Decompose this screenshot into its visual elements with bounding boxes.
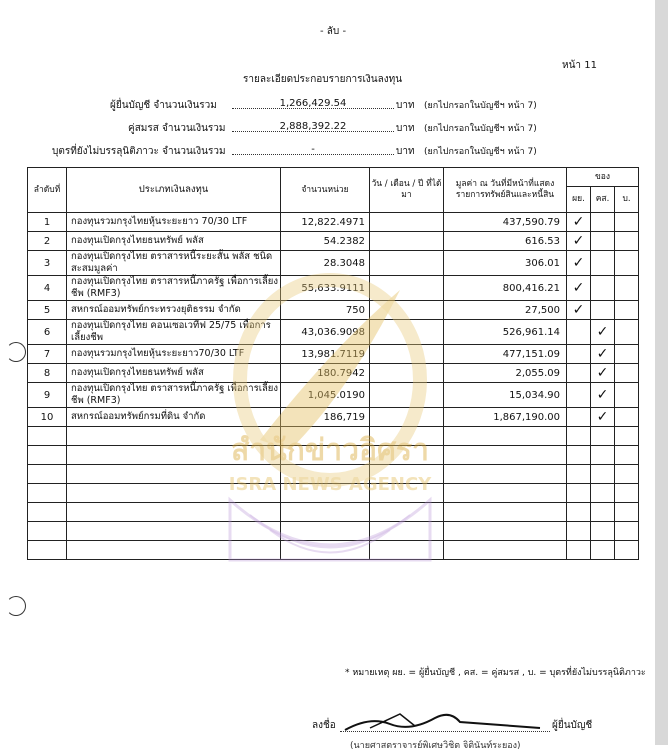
header-owner-child: บ. <box>615 187 639 213</box>
summary-note: (ยกไปกรอกในบัญชีฯ หน้า 7) <box>424 101 537 111</box>
row-no: 5 <box>28 301 67 320</box>
row-owner-child-cell <box>615 320 639 345</box>
empty-cell <box>67 522 281 541</box>
empty-cell <box>615 503 639 522</box>
row-owner-child-cell <box>615 232 639 251</box>
row-value: 306.01 <box>444 251 567 276</box>
empty-cell <box>370 484 444 503</box>
classification-banner: - ลับ - <box>320 26 347 37</box>
header-owner-spouse: คส. <box>591 187 615 213</box>
empty-cell <box>444 484 567 503</box>
empty-row <box>28 541 639 560</box>
row-no: 9 <box>28 383 67 408</box>
empty-cell <box>281 541 370 560</box>
empty-cell <box>67 484 281 503</box>
summary-amount: 2,888,392.22 <box>279 121 347 132</box>
empty-cell <box>67 465 281 484</box>
row-date <box>370 383 444 408</box>
empty-cell <box>615 484 639 503</box>
row-value: 1,867,190.00 <box>444 408 567 427</box>
row-owner-self-cell <box>567 345 591 364</box>
row-owner-spouse-cell <box>591 251 615 276</box>
table-row <box>28 251 639 276</box>
empty-cell <box>444 446 567 465</box>
empty-cell <box>615 465 639 484</box>
check-icon: ✓ <box>567 251 591 276</box>
check-icon: ✓ <box>567 232 591 251</box>
row-type: กองทุนรวมกรุงไทยหุ้นระยะยาว 70/30 LTF <box>67 213 281 232</box>
signature-name: (นายศาสตราจารย์พิเศษวิชิต จิตินันท์ระยอง) <box>350 741 521 751</box>
watermark-en-text: ISRA NEWS AGENCY <box>228 474 432 495</box>
row-type: สหกรณ์ออมทรัพย์กรมที่ดิน จำกัด <box>67 408 281 427</box>
empty-cell <box>67 541 281 560</box>
empty-cell <box>281 465 370 484</box>
empty-cell <box>591 427 615 446</box>
empty-row <box>28 484 639 503</box>
check-icon: ✓ <box>591 364 615 383</box>
investment-table <box>27 167 639 560</box>
check-icon: ✓ <box>591 408 615 427</box>
header-owner-group: ของ <box>567 168 639 187</box>
empty-cell <box>444 522 567 541</box>
signature-scribble <box>340 706 550 734</box>
row-value: 526,961.14 <box>444 320 567 345</box>
row-units: 28.3048 <box>281 251 370 276</box>
row-value: 800,416.21 <box>444 276 567 301</box>
empty-cell <box>567 503 591 522</box>
table-row <box>28 345 639 364</box>
empty-cell <box>28 446 67 465</box>
empty-cell <box>567 427 591 446</box>
row-owner-child-cell <box>615 345 639 364</box>
empty-cell <box>281 522 370 541</box>
row-no: 10 <box>28 408 67 427</box>
row-owner-self-cell <box>567 408 591 427</box>
empty-cell <box>567 465 591 484</box>
row-type: กองทุนเปิดกรุงไทย คอนเซอเวทีฟ 25/75 เพื่อการเลี้ยงชีพ <box>67 320 281 345</box>
summary-unit: บาท <box>396 146 415 157</box>
empty-cell <box>591 446 615 465</box>
header-no: ลำดับที่ <box>28 168 67 213</box>
row-type: สหกรณ์ออมทรัพย์กระทรวงยุติธรรม จำกัด <box>67 301 281 320</box>
row-units: 54.2382 <box>281 232 370 251</box>
summary-label: คู่สมรส จำนวนเงินรวม <box>128 123 226 134</box>
check-icon: ✓ <box>591 345 615 364</box>
empty-row <box>28 522 639 541</box>
scanner-edge <box>655 0 668 745</box>
empty-cell <box>567 541 591 560</box>
empty-cell <box>591 484 615 503</box>
empty-cell <box>370 503 444 522</box>
row-no: 3 <box>28 251 67 276</box>
empty-cell <box>444 503 567 522</box>
summary-label: ผู้ยื่นบัญชี จำนวนเงินรวม <box>110 100 217 111</box>
row-owner-spouse-cell <box>591 301 615 320</box>
row-owner-spouse-cell <box>591 276 615 301</box>
row-no: 7 <box>28 345 67 364</box>
empty-cell <box>567 484 591 503</box>
row-value: 27,500 <box>444 301 567 320</box>
empty-row <box>28 427 639 446</box>
row-type: กองทุนเปิดกรุงไทย ตราสารหนี้ภาครัฐ เพื่อการเลี้ยงชีพ (RMF3) <box>67 276 281 301</box>
row-owner-self-cell <box>567 364 591 383</box>
header-owner-self: ผย. <box>567 187 591 213</box>
row-owner-spouse-cell <box>591 213 615 232</box>
summary-unit: บาท <box>396 123 415 134</box>
row-value: 2,055.09 <box>444 364 567 383</box>
check-icon: ✓ <box>567 213 591 232</box>
binder-ring-mark <box>6 342 26 362</box>
summary-label: บุตรที่ยังไม่บรรลุนิติภาวะ จำนวนเงินรวม <box>52 146 226 157</box>
check-icon: ✓ <box>567 276 591 301</box>
empty-cell <box>591 541 615 560</box>
check-icon: ✓ <box>567 301 591 320</box>
row-date <box>370 276 444 301</box>
table-row <box>28 301 639 320</box>
row-date <box>370 364 444 383</box>
empty-cell <box>28 522 67 541</box>
summary-amount: - <box>311 144 315 155</box>
row-no: 8 <box>28 364 67 383</box>
row-units: 1,045.0190 <box>281 383 370 408</box>
row-owner-child-cell <box>615 251 639 276</box>
row-no: 2 <box>28 232 67 251</box>
row-owner-child-cell <box>615 213 639 232</box>
binder-ring-mark <box>6 596 26 616</box>
empty-cell <box>615 522 639 541</box>
row-date <box>370 345 444 364</box>
row-owner-child-cell <box>615 408 639 427</box>
header-units: จำนวนหน่วย <box>281 168 370 213</box>
footnote: * หมายเหตุ ผย. = ผู้ยื่นบัญชี , คส. = คู่สมรส , บ. = บุตรที่ยังไม่บรรลุนิติภาวะ <box>345 668 646 678</box>
row-units: 55,633.9111 <box>281 276 370 301</box>
watermark-thai-text: สำนักข่าวอิศรา <box>230 433 430 468</box>
row-owner-child-cell <box>615 364 639 383</box>
header-date: วัน / เดือน / ปี ที่ได้มา <box>370 168 444 213</box>
row-units: 43,036.9098 <box>281 320 370 345</box>
table-row <box>28 213 639 232</box>
row-units: 12,822.4971 <box>281 213 370 232</box>
row-owner-child-cell <box>615 276 639 301</box>
page-number: หน้า 11 <box>562 60 597 71</box>
summary-unit: บาท <box>396 100 415 111</box>
empty-cell <box>281 446 370 465</box>
row-owner-self-cell <box>567 320 591 345</box>
row-date <box>370 213 444 232</box>
row-owner-child-cell <box>615 383 639 408</box>
check-icon: ✓ <box>591 320 615 345</box>
empty-cell <box>370 446 444 465</box>
row-units: 13,981.7119 <box>281 345 370 364</box>
row-value: 477,151.09 <box>444 345 567 364</box>
empty-cell <box>591 465 615 484</box>
row-date <box>370 301 444 320</box>
row-type: กองทุนรวมกรุงไทยหุ้นระยะยาว70/30 LTF <box>67 345 281 364</box>
row-owner-self-cell <box>567 383 591 408</box>
empty-cell <box>370 522 444 541</box>
check-icon: ✓ <box>591 383 615 408</box>
header-type: ประเภทเงินลงทุน <box>67 168 281 213</box>
summary-note: (ยกไปกรอกในบัญชีฯ หน้า 7) <box>424 124 537 134</box>
row-type: กองทุนเปิดกรุงไทยธนทรัพย์ พลัส <box>67 364 281 383</box>
signature-prefix: ลงชื่อ <box>312 720 336 731</box>
row-value: 437,590.79 <box>444 213 567 232</box>
row-units: 186,719 <box>281 408 370 427</box>
row-value: 616.53 <box>444 232 567 251</box>
summary-amount: 1,266,429.54 <box>279 98 347 109</box>
row-owner-child-cell <box>615 301 639 320</box>
empty-cell <box>281 484 370 503</box>
summary-note: (ยกไปกรอกในบัญชีฯ หน้า 7) <box>424 147 537 157</box>
row-type: กองทุนเปิดกรุงไทย ตราสารหนี้ภาครัฐ เพื่อการเลี้ยงชีพ (RMF3) <box>67 383 281 408</box>
row-value: 15,034.90 <box>444 383 567 408</box>
row-date <box>370 320 444 345</box>
empty-cell <box>67 446 281 465</box>
empty-cell <box>615 446 639 465</box>
empty-cell <box>28 484 67 503</box>
empty-cell <box>28 541 67 560</box>
row-date <box>370 232 444 251</box>
row-units: 180.7942 <box>281 364 370 383</box>
empty-cell <box>567 446 591 465</box>
row-no: 6 <box>28 320 67 345</box>
empty-cell <box>28 503 67 522</box>
empty-cell <box>444 541 567 560</box>
table-row <box>28 364 639 383</box>
empty-cell <box>444 465 567 484</box>
row-no: 1 <box>28 213 67 232</box>
table-row <box>28 276 639 301</box>
row-date <box>370 251 444 276</box>
empty-cell <box>67 427 281 446</box>
empty-cell <box>615 427 639 446</box>
empty-cell <box>591 522 615 541</box>
table-row <box>28 408 639 427</box>
row-owner-spouse-cell <box>591 232 615 251</box>
table-row <box>28 383 639 408</box>
row-type: กองทุนเปิดกรุงไทย ตราสารหนี้ระยะสั้น พลัส ชนิดสะสมมูลค่า <box>67 251 281 276</box>
row-units: 750 <box>281 301 370 320</box>
empty-cell <box>28 427 67 446</box>
empty-cell <box>591 503 615 522</box>
empty-cell <box>28 465 67 484</box>
document-title: รายละเอียดประกอบรายการเงินลงทุน <box>243 74 403 85</box>
empty-cell <box>615 541 639 560</box>
empty-cell <box>370 427 444 446</box>
empty-cell <box>370 541 444 560</box>
table-row <box>28 232 639 251</box>
row-no: 4 <box>28 276 67 301</box>
row-type: กองทุนเปิดกรุงไทยธนทรัพย์ พลัส <box>67 232 281 251</box>
empty-row <box>28 503 639 522</box>
row-date <box>370 408 444 427</box>
empty-cell <box>67 503 281 522</box>
header-value: มูลค่า ณ วันที่มีหน้าที่แสดงรายการทรัพย์สินและหนี้สิน <box>444 168 567 213</box>
empty-cell <box>567 522 591 541</box>
empty-cell <box>281 427 370 446</box>
table-row <box>28 320 639 345</box>
empty-row <box>28 446 639 465</box>
empty-cell <box>281 503 370 522</box>
empty-cell <box>444 427 567 446</box>
empty-row <box>28 465 639 484</box>
signature-role: ผู้ยื่นบัญชี <box>552 720 593 731</box>
empty-cell <box>370 465 444 484</box>
